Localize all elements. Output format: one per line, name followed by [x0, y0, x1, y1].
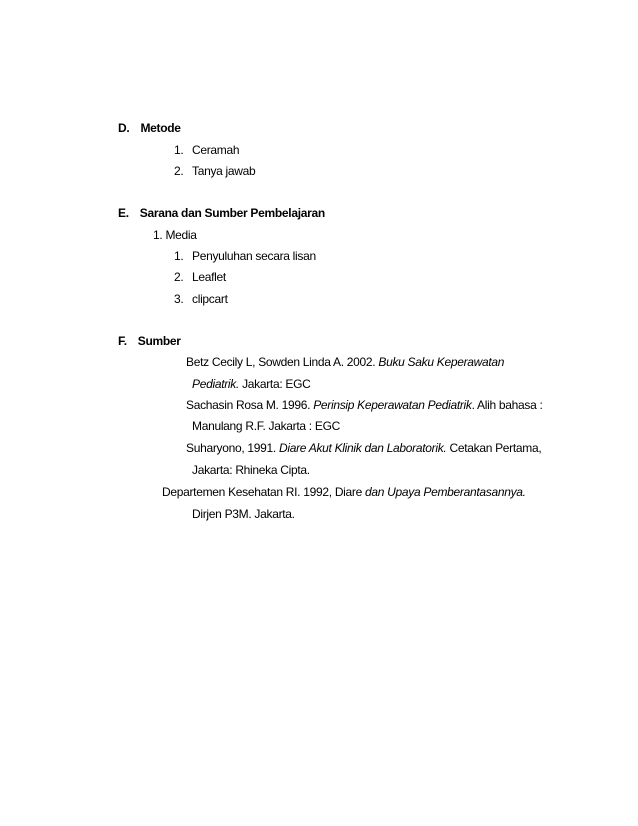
ref-text: Jakarta: EGC	[239, 377, 311, 391]
section-f-heading	[118, 334, 181, 348]
ref-title: Perinsip Keperawatan Pediatrik	[313, 398, 472, 412]
list-item	[174, 292, 228, 306]
reference-line	[186, 441, 541, 455]
list-number: 1.	[174, 143, 184, 157]
list-item	[174, 143, 239, 157]
ref-title: dan Upaya Pemberantasannya.	[365, 485, 526, 499]
reference-line	[162, 485, 526, 499]
ref-text: Dirjen P3M. Jakarta.	[192, 507, 295, 521]
list-number: 2.	[174, 164, 184, 178]
ref-text: Suharyono, 1991.	[186, 441, 279, 455]
section-e-title: Sarana dan Sumber Pembelajaran	[139, 206, 325, 220]
section-e-letter: E.	[118, 206, 129, 220]
section-d-letter: D.	[118, 121, 130, 135]
section-e-heading	[118, 206, 325, 220]
ref-text: Jakarta: Rhineka Cipta.	[192, 463, 310, 477]
section-f-title: Sumber	[137, 334, 181, 348]
ref-text: Cetakan Pertama,	[446, 441, 542, 455]
section-f-letter: F.	[118, 334, 127, 348]
list-text: Ceramah	[192, 143, 240, 157]
list-item	[174, 164, 255, 178]
reference-line	[192, 463, 310, 477]
reference-line	[186, 398, 543, 412]
list-text: Penyuluhan secara lisan	[192, 249, 316, 263]
list-number: 2.	[174, 270, 184, 284]
ref-text: . Alih bahasa :	[471, 398, 543, 412]
section-d-title: Metode	[140, 121, 181, 135]
ref-title: Diare Akut Klinik dan Laboratorik.	[278, 441, 447, 455]
list-number: 1.	[174, 249, 184, 263]
ref-text: Betz Cecily L, Sowden Linda A. 2002.	[186, 355, 379, 369]
section-d-heading	[118, 121, 181, 135]
list-item	[174, 270, 226, 284]
ref-text: Sachasin Rosa M. 1996.	[186, 398, 314, 412]
list-text: clipcart	[192, 292, 228, 306]
list-number: 3.	[174, 292, 184, 306]
sub-heading-media: 1. Media	[153, 228, 197, 242]
reference-line	[186, 355, 504, 369]
list-text: Tanya jawab	[192, 164, 256, 178]
reference-line	[192, 377, 311, 391]
ref-title: Pediatrik.	[192, 377, 240, 391]
reference-line	[192, 419, 340, 433]
ref-title: Buku Saku Keperawatan	[378, 355, 505, 369]
list-text: Leaflet	[192, 270, 226, 284]
ref-text: Departemen Kesehatan RI. 1992, Diare	[162, 485, 366, 499]
list-item	[174, 249, 316, 263]
ref-text: Manulang R.F. Jakarta : EGC	[192, 419, 340, 433]
reference-line	[192, 507, 295, 521]
